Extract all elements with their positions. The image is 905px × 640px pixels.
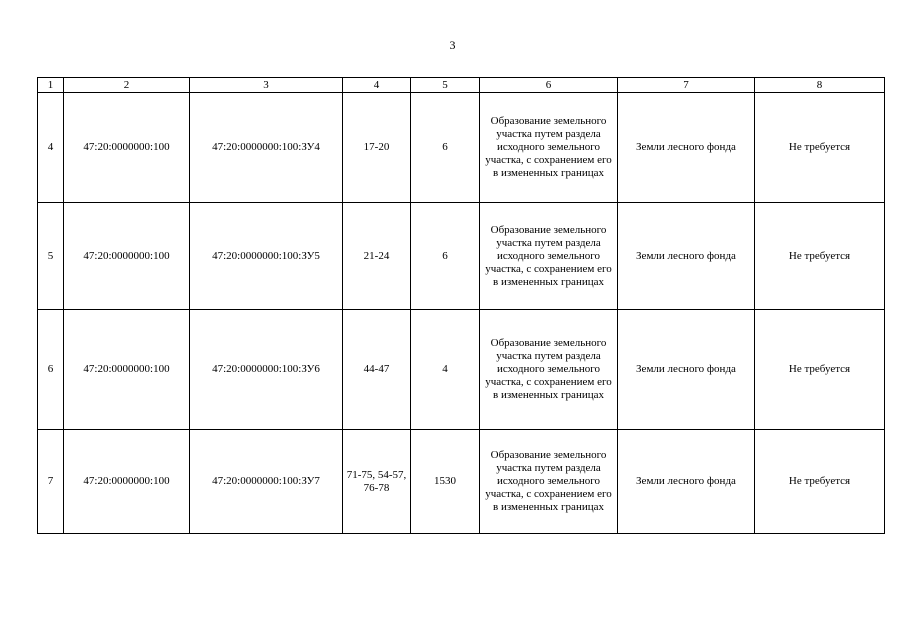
column-header: 8 bbox=[755, 78, 885, 93]
new-plot-designation-cell: 47:20:0000000:100:ЗУ6 bbox=[190, 310, 343, 430]
column-header: 5 bbox=[411, 78, 480, 93]
column-header: 3 bbox=[190, 78, 343, 93]
new-plot-designation-cell: 47:20:0000000:100:ЗУ4 bbox=[190, 93, 343, 203]
table-row bbox=[38, 430, 885, 534]
column-header: 7 bbox=[618, 78, 755, 93]
boundary-points-cell: 17-20 bbox=[343, 93, 411, 203]
land-category-cell: Земли лесного фонда bbox=[618, 203, 755, 310]
boundary-points-cell: 71-75, 54-57, 76-78 bbox=[343, 430, 411, 534]
new-plot-designation-cell: 47:20:0000000:100:ЗУ7 bbox=[190, 430, 343, 534]
boundary-points-cell: 21-24 bbox=[343, 203, 411, 310]
requirement-cell: Не требуется bbox=[755, 430, 885, 534]
column-header: 2 bbox=[64, 78, 190, 93]
row-number-cell: 4 bbox=[38, 93, 64, 203]
column-header: 6 bbox=[480, 78, 618, 93]
boundary-points-cell: 44-47 bbox=[343, 310, 411, 430]
new-plot-designation-cell: 47:20:0000000:100:ЗУ5 bbox=[190, 203, 343, 310]
column-header: 1 bbox=[38, 78, 64, 93]
area-cell: 6 bbox=[411, 93, 480, 203]
requirement-cell: Не требуется bbox=[755, 93, 885, 203]
page-number: 3 bbox=[449, 38, 456, 52]
formation-method-cell: Образование земельного участка путем раздела исходного земельного участка, с сохранением его в измененных границах bbox=[480, 93, 618, 203]
source-cadastral-number-cell: 47:20:0000000:100 bbox=[64, 310, 190, 430]
source-cadastral-number-cell: 47:20:0000000:100 bbox=[64, 203, 190, 310]
land-category-cell: Земли лесного фонда bbox=[618, 430, 755, 534]
table-row bbox=[38, 203, 885, 310]
table-row bbox=[38, 310, 885, 430]
source-cadastral-number-cell: 47:20:0000000:100 bbox=[64, 93, 190, 203]
area-cell: 4 bbox=[411, 310, 480, 430]
formation-method-cell: Образование земельного участка путем раздела исходного земельного участка, с сохранением его в измененных границах bbox=[480, 430, 618, 534]
row-number-cell: 6 bbox=[38, 310, 64, 430]
land-category-cell: Земли лесного фонда bbox=[618, 93, 755, 203]
source-cadastral-number-cell: 47:20:0000000:100 bbox=[64, 430, 190, 534]
requirement-cell: Не требуется bbox=[755, 310, 885, 430]
formation-method-cell: Образование земельного участка путем раздела исходного земельного участка, с сохранением его в измененных границах bbox=[480, 203, 618, 310]
land-plots-table bbox=[37, 77, 885, 534]
row-number-cell: 7 bbox=[38, 430, 64, 534]
area-cell: 6 bbox=[411, 203, 480, 310]
formation-method-cell: Образование земельного участка путем раздела исходного земельного участка, с сохранением его в измененных границах bbox=[480, 310, 618, 430]
row-number-cell: 5 bbox=[38, 203, 64, 310]
requirement-cell: Не требуется bbox=[755, 203, 885, 310]
land-category-cell: Земли лесного фонда bbox=[618, 310, 755, 430]
column-header: 4 bbox=[343, 78, 411, 93]
area-cell: 1530 bbox=[411, 430, 480, 534]
header-row bbox=[38, 78, 885, 93]
table-row bbox=[38, 93, 885, 203]
